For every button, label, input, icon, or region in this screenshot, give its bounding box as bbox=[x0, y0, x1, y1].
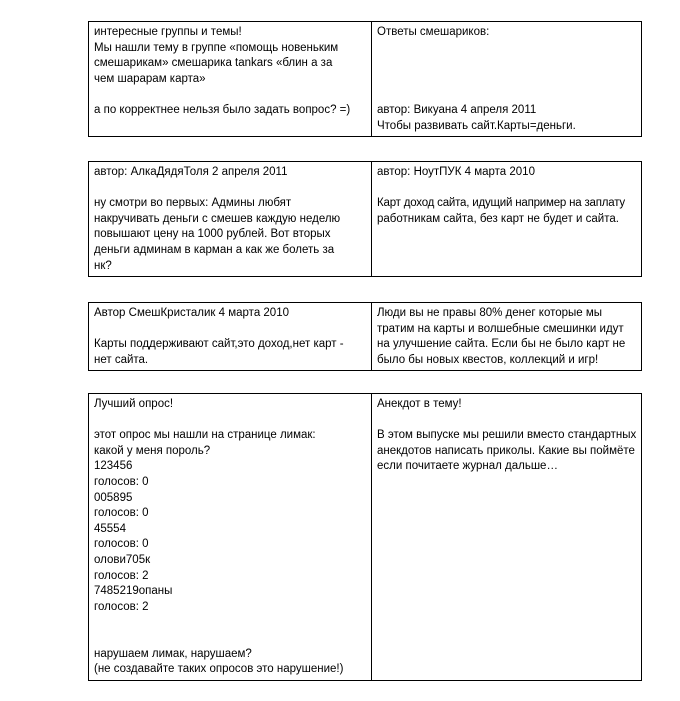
text-line: интересные группы и темы! bbox=[94, 26, 242, 38]
text-line: нарушаем лимак, нарушаем? bbox=[94, 647, 252, 660]
poll-option: 123456 bbox=[94, 460, 133, 473]
article-block-2 bbox=[88, 161, 642, 277]
text-line: какой у меня пороль? bbox=[94, 444, 211, 457]
poll-votes: голосов: 0 bbox=[94, 538, 149, 551]
text-line: (не создавайте таких опросов это нарушение!) bbox=[94, 663, 344, 676]
text-line: Анекдот в тему! bbox=[377, 398, 462, 410]
text-line: на улучшение сайта. Если бы не было карт не bbox=[377, 338, 626, 351]
text-line: Чтобы развивать сайт.Карты=деньги. bbox=[377, 119, 576, 132]
blank-line bbox=[94, 87, 367, 103]
block-2-right-cell bbox=[372, 162, 642, 277]
article-block-1 bbox=[88, 21, 642, 137]
text-line: Карт доход сайта, идущий например на заплату bbox=[377, 197, 625, 210]
poll-option: 45554 bbox=[94, 522, 126, 535]
text-line: Лучший опрос! bbox=[94, 398, 174, 410]
block-4-right-cell bbox=[372, 394, 642, 681]
article-block-4 bbox=[88, 393, 642, 681]
poll-votes: голосов: 2 bbox=[94, 600, 149, 613]
text-line: этот опрос мы нашли на странице лимак: bbox=[94, 429, 316, 442]
text-line: автор: Викуана 4 апреля 2011 bbox=[377, 103, 537, 116]
text-line: чем шарарам карта» bbox=[94, 72, 206, 85]
poll-votes: голосов: 0 bbox=[94, 475, 149, 488]
block-2-left-cell bbox=[89, 162, 372, 277]
text-line: было бы новых квестов, коллекций и игр! bbox=[377, 353, 599, 366]
text-line: деньги админам в карман а как же болеть за bbox=[94, 243, 335, 256]
text-line: Мы нашли тему в группе «помощь новеньким bbox=[94, 41, 339, 54]
text-line: Карты поддерживают сайт,это доход,нет карт - bbox=[94, 338, 344, 351]
text-line: нет сайта. bbox=[94, 353, 149, 366]
article-block-3 bbox=[88, 302, 642, 371]
text-line: анекдотов написать приколы. Какие вы поймёте bbox=[377, 444, 635, 457]
block-3-right-cell bbox=[372, 303, 642, 371]
text-line: Автор СмешКристалик 4 марта 2010 bbox=[94, 307, 289, 319]
text-line: повышают цену на 1000 рублей. Вот вторых bbox=[94, 228, 331, 241]
poll-option: 005895 bbox=[94, 491, 133, 504]
text-line: автор: НоутПУК 4 марта 2010 bbox=[377, 166, 535, 178]
text-line: автор: АлкаДядяТоля 2 апреля 2011 bbox=[94, 166, 288, 178]
text-line: Ответы смешариков: bbox=[377, 26, 490, 38]
text-line: В этом выпуске мы решили вместо стандартных bbox=[377, 429, 637, 442]
text-line: нк? bbox=[94, 259, 112, 272]
block-3-left-cell bbox=[89, 303, 372, 371]
poll-votes: голосов: 0 bbox=[94, 507, 149, 520]
poll-option: 7485219опаны bbox=[94, 585, 173, 598]
text-line: работникам сайта, без карт не будет и сайта. bbox=[377, 212, 619, 225]
text-line: ну смотри во первых: Админы любят bbox=[94, 197, 292, 210]
block-1-left-cell bbox=[89, 22, 372, 137]
poll-votes: голосов: 2 bbox=[94, 569, 149, 582]
text-line: смешарикам» смешарика tankars «блин а за bbox=[94, 57, 333, 70]
text-line: если почитаете журнал дальше… bbox=[377, 460, 558, 473]
block-1-right-cell bbox=[372, 22, 642, 137]
poll-option: олови705к bbox=[94, 553, 151, 566]
text-line: накручивать деньги с смешев каждую неделю bbox=[94, 212, 341, 225]
text-line: тратим на карты и волшебные смешинки идут bbox=[377, 322, 624, 335]
text-line: Люди вы не правы 80% денег которые мы bbox=[377, 307, 603, 319]
block-4-left-cell bbox=[89, 394, 372, 681]
text-line: а по корректнее нельзя было задать вопрос? =) bbox=[94, 103, 351, 116]
